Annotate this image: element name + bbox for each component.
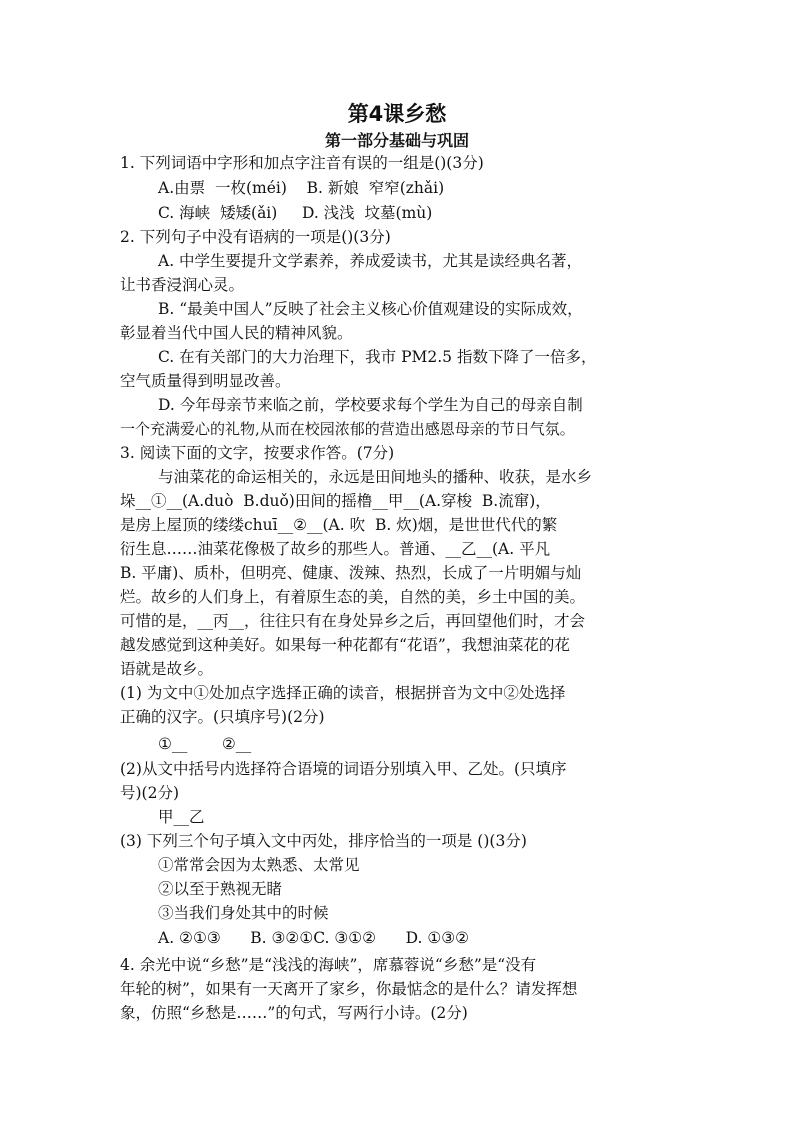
q2-option-c: C. 在有关部门的大力治理下，我市 PM2.5 指数下降了一倍多， bbox=[158, 348, 597, 366]
question-2: 2. 下列句子中没有语病的一项是()(3分) bbox=[120, 228, 391, 246]
section-title: 第一部分基础与巩固 bbox=[324, 131, 469, 150]
q1-options-cd: C. 海峡 矮矮(ǎi) D. 浅浅 坟墓(mù) bbox=[158, 204, 433, 222]
passage-line-3: 是房上屋顶的缕缕chuī__②__(A. 吹 B. 炊)烟，是世世代代的繁 bbox=[120, 516, 558, 534]
q2-option-d: D. 今年母亲节来临之前，学校要求每个学生为自己的母亲自制 bbox=[158, 396, 583, 414]
subquestion-3-options: A. ②①③ B. ③②①C. ③①② D. ①③② bbox=[158, 929, 470, 947]
q1-options-ab: A.由票 一枚(méi) B. 新娘 窄窄(zhǎi) bbox=[158, 179, 445, 197]
passage-line-7: 可惜的是，__丙__，往往只有在身处异乡之后，再回望他们时，才会 bbox=[120, 612, 586, 630]
subquestion-1-blanks: ①__ ②__ bbox=[158, 735, 252, 753]
q2-option-b: B. “最美中国人”反映了社会主义核心价值观建设的实际成效， bbox=[158, 300, 583, 318]
sentence-3: ③当我们身处其中的时候 bbox=[158, 904, 329, 922]
q2-option-a-cont: 让书香浸润心灵。 bbox=[120, 276, 245, 294]
question-4-cont-2: 象，仿照“乡愁是……”的句式，写两行小诗。(2分) bbox=[120, 1004, 468, 1022]
sentence-2: ②以至于熟视无睹 bbox=[158, 880, 283, 898]
subquestion-3: (3) 下列三个句子填入文中丙处，排序恰当的一项是 ()(3分) bbox=[120, 832, 527, 850]
question-3: 3. 阅读下面的文字，按要求作答。(7分) bbox=[120, 444, 395, 462]
passage-line-2: 垛__①__(A.duò B.duǒ)田间的摇橹__甲__(A.穿梭 B.流窜)， bbox=[120, 492, 551, 510]
passage-line-8: 越发感觉到这种美好。如果每一种花都有“花语”，我想油菜花的花 bbox=[120, 636, 570, 654]
passage-line-4: 衍生息……油菜花像极了故乡的那些人。普通、__乙__(A. 平凡 bbox=[120, 540, 551, 558]
q2-option-b-cont: 彰显着当代中国人民的精神风貌。 bbox=[120, 324, 353, 342]
subquestion-2-blanks: 甲__乙 bbox=[158, 808, 205, 826]
passage-line-5: B. 平庸)、质朴，但明亮、健康、泼辣、热烈，长成了一片明媚与灿 bbox=[120, 564, 582, 582]
passage-line-9: 语就是故乡。 bbox=[120, 660, 214, 678]
page-title: 第4课乡愁 bbox=[347, 102, 447, 126]
subquestion-2-cont: 号)(2分) bbox=[120, 784, 180, 802]
subquestion-1-cont: 正确的汉字。(只填序号)(2分) bbox=[120, 708, 325, 726]
sentence-1: ①常常会因为太熟悉、太常见 bbox=[158, 856, 360, 874]
passage-line-1: 与油菜花的命运相关的，永远是田间地头的播种、收获，是水乡 bbox=[158, 468, 593, 486]
question-1: 1. 下列词语中字形和加点字注音有误的一组是()(3分) bbox=[120, 154, 484, 172]
passage-line-6: 烂。故乡的人们身上，有着原生态的美，自然的美，乡土中国的美。 bbox=[120, 588, 586, 606]
question-4-cont: 年轮的树”，如果有一天离开了家乡，你最惦念的是什么？请发挥想 bbox=[120, 980, 578, 998]
q2-option-c-cont: 空气质量得到明显改善。 bbox=[120, 372, 291, 390]
q2-option-a: A. 中学生要提升文学素养，养成爱读书，尤其是读经典名著， bbox=[158, 252, 583, 270]
subquestion-2: (2)从文中括号内选择符合语境的词语分别填入甲、乙处。(只填序 bbox=[120, 760, 567, 778]
subquestion-1: (1) 为文中①处加点字选择正确的读音，根据拼音为文中②处选择 bbox=[120, 684, 566, 702]
question-4: 4. 余光中说“乡愁”是“浅浅的海峡”，席慕蓉说“乡愁”是“没有 bbox=[120, 956, 537, 974]
q2-option-d-cont: 一个充满爱心的礼物,从而在校园浓郁的营造出感恩母亲的节日气氛。 bbox=[120, 420, 575, 438]
